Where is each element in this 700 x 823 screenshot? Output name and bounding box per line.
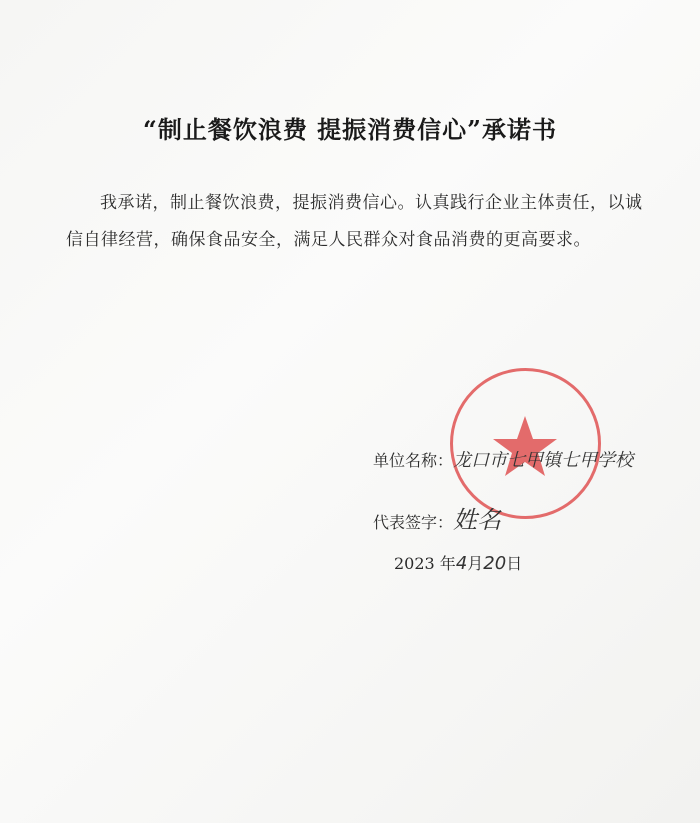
official-seal xyxy=(450,368,601,519)
unit-name-handwriting: 龙口市七甲镇七甲学校 xyxy=(453,450,634,471)
date-day: 20 xyxy=(483,553,507,574)
commitment-paragraph: 我承诺，制止餐饮浪费，提振消费信心。认真践行企业主体责任，以诚信自律经营，确保食品安全，满足人民群众对食品消费的更高要求。 xyxy=(66,193,643,250)
representative-label: 代表签字： xyxy=(373,513,454,532)
date-month-suffix: 月 xyxy=(467,554,484,573)
page-title: “制止餐饮浪费 提振消费信心”承诺书 xyxy=(143,115,557,144)
date-row xyxy=(394,551,522,574)
date-month: 4 xyxy=(455,553,468,574)
representative-row xyxy=(373,500,501,535)
seal-star-icon xyxy=(453,371,598,516)
unit-name-row xyxy=(373,446,633,472)
date-day-suffix: 日 xyxy=(506,554,523,573)
representative-signature: 姓名 xyxy=(453,506,502,534)
date-year: 2023 年 xyxy=(394,554,456,573)
unit-name-label: 单位名称： xyxy=(373,451,454,470)
